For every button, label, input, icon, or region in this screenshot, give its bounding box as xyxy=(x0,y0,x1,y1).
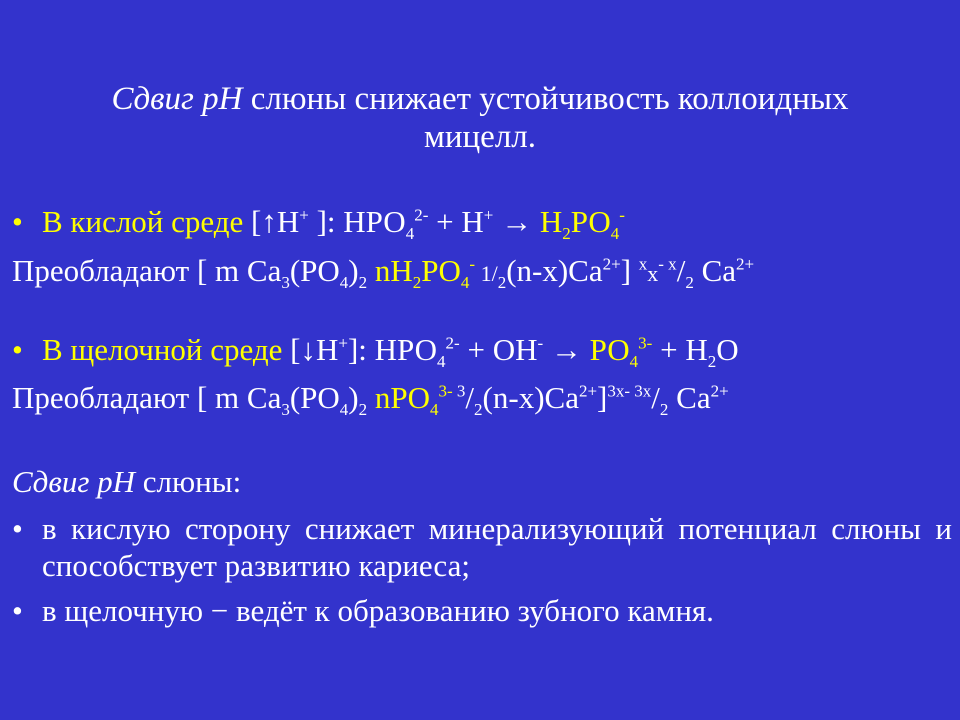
potential-ion: nPO xyxy=(367,380,430,415)
bullet: • xyxy=(12,332,23,367)
sup: 3- xyxy=(438,381,453,401)
formula: (n-x)Ca xyxy=(482,380,579,415)
acid-bracket: [↑Н xyxy=(251,204,300,239)
list-item-text: в щелочную − ведёт к образованию зубного камня. xyxy=(42,593,714,628)
sub: 2 xyxy=(412,273,422,293)
sup: x xyxy=(638,254,648,274)
formula: ] xyxy=(620,253,639,288)
sup: 3x- 3x xyxy=(607,381,652,401)
sub: 3 xyxy=(281,273,290,293)
sub: 2 xyxy=(358,400,368,420)
bullet: • xyxy=(12,511,23,546)
sub: 2 xyxy=(707,352,717,372)
acid-plus-h: + Н xyxy=(428,204,484,239)
acid-product: Н xyxy=(539,204,563,239)
sup: + xyxy=(483,205,494,225)
acid-product: РО xyxy=(570,204,611,239)
sup: 3 xyxy=(452,381,466,401)
formula: / xyxy=(676,253,686,288)
formula: ] xyxy=(597,380,608,415)
sup: - xyxy=(619,205,625,225)
formula: ) xyxy=(348,380,359,415)
predominant-text: Преобладают [ m Ca xyxy=(12,253,282,288)
arrow: → xyxy=(543,332,590,367)
potential-ion: PO xyxy=(421,253,461,288)
formula: / xyxy=(651,380,660,415)
sub: 2 xyxy=(358,273,368,293)
sup: 2+ xyxy=(602,254,621,274)
sub: 4 xyxy=(405,224,415,244)
sup: 3- xyxy=(638,333,653,353)
sub: 4 xyxy=(339,273,349,293)
acid-hpo: ]: НРО xyxy=(308,204,406,239)
list-item xyxy=(12,510,952,584)
alk-hpo: ]: НРО xyxy=(347,332,438,367)
acid-equation-line xyxy=(12,204,625,244)
sub: 2 xyxy=(474,400,483,420)
potential-ion: nH xyxy=(367,253,413,288)
alk-product: РО xyxy=(589,332,630,367)
sub: 2 xyxy=(562,224,571,244)
sup: 2- xyxy=(445,333,460,353)
sup: 2+ xyxy=(736,254,755,274)
alkaline-equation-line xyxy=(12,332,739,372)
formula: Ca xyxy=(668,380,711,415)
formula: ) xyxy=(348,253,359,288)
arrow: → xyxy=(493,204,540,239)
fraction: 1/ xyxy=(475,261,498,286)
formula: (PO xyxy=(289,380,340,415)
sub: 3 xyxy=(281,400,290,420)
formula: Ca xyxy=(693,253,736,288)
sup: + xyxy=(338,333,348,353)
sub: 4 xyxy=(610,224,620,244)
sup: - xyxy=(537,333,544,353)
water: + Н xyxy=(652,332,708,367)
formula: (n-x)Ca xyxy=(506,253,603,288)
formula: / xyxy=(465,380,475,415)
sup: - x xyxy=(658,254,677,274)
sup: 2+ xyxy=(710,381,729,401)
sup: 2+ xyxy=(578,381,598,401)
list-item-text: в кислую сторону снижает минерализующий потенциал слюны и способствует развитию кариеса; xyxy=(42,511,952,583)
predominant-text: Преобладают [ m Ca xyxy=(12,380,282,415)
alkaline-predominant-line xyxy=(12,380,729,420)
shift-heading xyxy=(12,464,241,500)
sub: 4 xyxy=(339,400,349,420)
bullet: • xyxy=(12,593,23,628)
title-rest: слюны снижает устойчивость коллоидных xyxy=(242,81,849,117)
alkaline-label: В щелочной среде xyxy=(42,332,283,367)
water: О xyxy=(716,332,739,367)
formula: (PO xyxy=(289,253,340,288)
list-item xyxy=(12,592,952,629)
sub: 2 xyxy=(497,273,507,293)
acid-predominant-line xyxy=(12,253,754,293)
bullet: • xyxy=(12,204,23,239)
slide-title xyxy=(40,80,920,156)
alk-bracket: [↓Н xyxy=(290,332,339,367)
sub: 2 xyxy=(659,400,669,420)
title-italic: Сдвиг рН xyxy=(111,81,243,117)
sub: 4 xyxy=(460,273,470,293)
title-line2: мицелл. xyxy=(423,119,537,155)
formula: x xyxy=(647,261,659,286)
alk-oh: + ОН xyxy=(459,332,538,367)
sup: + xyxy=(299,205,309,225)
acid-label: В кислой среде xyxy=(42,204,244,239)
shift-rest: слюны: xyxy=(135,464,242,499)
shift-italic: Сдвиг рН xyxy=(12,464,136,499)
sup: 2- xyxy=(414,205,429,225)
sup: - xyxy=(469,254,476,274)
sub: 2 xyxy=(685,273,694,293)
sub: 4 xyxy=(430,400,439,420)
sub: 4 xyxy=(629,352,639,372)
sub: 4 xyxy=(437,352,446,372)
